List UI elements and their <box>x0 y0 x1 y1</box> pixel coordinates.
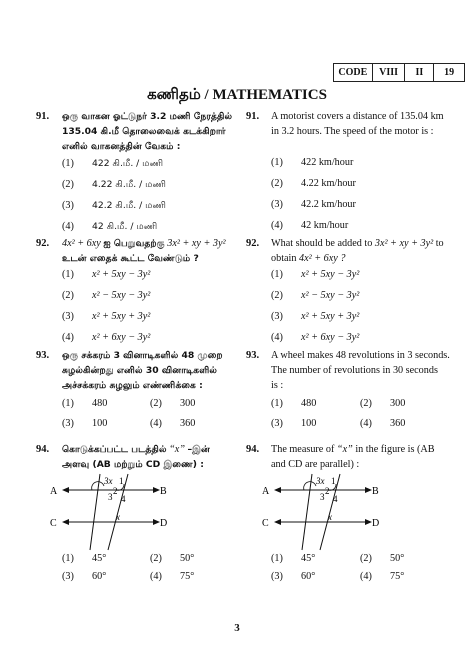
label-x: x <box>116 512 120 522</box>
option-1[interactable]: (1) 480 <box>271 398 317 409</box>
question-number: 94. <box>36 444 50 455</box>
option-2[interactable]: (2) 4.22 கி.மீ. / மணி <box>62 179 167 190</box>
page-number: 3 <box>234 622 240 634</box>
option-1[interactable]: (1) 45° <box>271 553 316 564</box>
question-text-line: அளவு (AB மற்றும் CD இணை) : <box>62 459 204 470</box>
code-box <box>333 63 465 82</box>
label-2: 2 <box>325 486 330 496</box>
code-label: CODE <box>334 64 373 81</box>
code-value-class: VIII <box>373 64 406 81</box>
label-3: 3 <box>320 492 325 502</box>
option-1[interactable]: (1) 422 கி.மீ. / மணி <box>62 158 164 169</box>
arrow-a-icon <box>274 487 281 493</box>
option-4[interactable]: (4) 42 கி.மீ. / மணி <box>62 221 158 232</box>
option-2[interactable]: (2) 50° <box>360 553 405 564</box>
label-2: 2 <box>113 486 118 496</box>
arrow-b-icon <box>153 487 160 493</box>
question-text-line: கொடுக்கப்பட்ட படத்தில் “x” –இன் <box>62 444 210 455</box>
question-text-line: in 3.2 hours. The speed of the motor is : <box>271 126 434 137</box>
question-number: 93. <box>246 350 260 361</box>
option-2[interactable]: (2) 4.22 km/hour <box>271 178 356 189</box>
label-a: A <box>262 486 270 497</box>
option-2[interactable]: (2) x² − 5xy − 3y² <box>62 290 151 301</box>
transversal-1 <box>302 474 312 550</box>
label-1: 1 <box>331 476 336 486</box>
question-text-line: 135.04 கி.மீ தொலைவைக் கடக்கிறார் <box>62 126 226 137</box>
option-3[interactable]: (3) x² + 5xy + 3y² <box>271 311 360 322</box>
option-2[interactable]: (2) 300 <box>360 398 406 409</box>
label-3x: 3x <box>316 476 325 486</box>
option-2[interactable]: (2) 300 <box>150 398 196 409</box>
arrow-d-icon <box>365 519 372 525</box>
option-4[interactable]: (4) x² + 6xy − 3y² <box>62 332 151 343</box>
page-title: கணிதம் / MATHEMATICS <box>147 87 327 103</box>
label-a: A <box>50 486 58 497</box>
option-3[interactable]: (3) 100 <box>62 418 108 429</box>
option-3[interactable]: (3) 100 <box>271 418 317 429</box>
option-2[interactable]: (2) 50° <box>150 553 195 564</box>
option-1[interactable]: (1) 480 <box>62 398 108 409</box>
question-text-line: The number of revolutions in 30 seconds <box>271 365 438 376</box>
label-4: 4 <box>333 494 338 504</box>
question-number: 94. <box>246 444 260 455</box>
question-text-line: எனில் வாகனத்தின் வேகம் : <box>62 141 181 152</box>
math-expression: 3x² + xy + 3y² <box>167 238 226 249</box>
question-text-line: obtain 4x² + 6xy ? <box>271 253 346 264</box>
option-2[interactable]: (2) x² − 5xy − 3y² <box>271 290 360 301</box>
question-text-line: A wheel makes 48 revolutions in 3 seconds. <box>271 350 450 361</box>
parallel-lines-figure <box>50 472 168 552</box>
arrow-d-icon <box>153 519 160 525</box>
question-text-line <box>62 237 226 252</box>
math-expression: 4x² + 6xy <box>62 238 101 249</box>
parallel-lines-figure <box>262 472 380 552</box>
question-number: 91. <box>246 111 260 122</box>
arrow-c-icon <box>62 519 69 525</box>
code-value-paper: II <box>405 64 434 81</box>
option-3[interactable]: (3) 60° <box>62 571 107 582</box>
option-1[interactable]: (1) 422 km/hour <box>271 157 354 168</box>
label-3: 3 <box>108 492 113 502</box>
label-d: D <box>160 518 168 529</box>
option-3[interactable]: (3) x² + 5xy + 3y² <box>62 311 151 322</box>
question-text-line: and CD are parallel) : <box>271 459 360 470</box>
arrow-b-icon <box>365 487 372 493</box>
question-text-line: A motorist covers a distance of 135.04 km <box>271 111 444 122</box>
question-text-line: சுழல்கின்றது எனில் 30 வினாடிகளில் <box>62 365 217 376</box>
option-3[interactable]: (3) 42.2 km/hour <box>271 199 356 210</box>
transversal-1 <box>90 474 100 550</box>
option-1[interactable]: (1) x² + 5xy − 3y² <box>271 269 360 280</box>
code-value-number: 19 <box>444 67 455 78</box>
label-x: x <box>328 512 332 522</box>
question-text-line: What should be added to 3x² + xy + 3y² to <box>271 238 444 249</box>
arrow-a-icon <box>62 487 69 493</box>
question-text-line: The measure of “x” in the figure is (AB <box>271 444 435 455</box>
label-b: B <box>160 486 167 497</box>
question-text-line: is : <box>271 380 284 391</box>
label-4: 4 <box>121 494 126 504</box>
option-3[interactable]: (3) 42.2 கி.மீ. / மணி <box>62 200 167 211</box>
question-number: 92. <box>36 238 50 249</box>
label-c: C <box>50 518 57 529</box>
question-number: 92. <box>246 238 260 249</box>
question-text: ஐ பெறுவதற்கு <box>103 238 165 249</box>
label-3x: 3x <box>104 476 113 486</box>
option-4[interactable]: (4) 42 km/hour <box>271 220 349 231</box>
question-text-line: அச்சக்கரம் சுழலும் எண்ணிக்கை : <box>62 380 203 391</box>
question-text-line: ஒரு சக்கரம் 3 வினாடிகளில் 48 முறை <box>62 350 223 361</box>
option-3[interactable]: (3) 60° <box>271 571 316 582</box>
question-number: 93. <box>36 350 50 361</box>
option-1[interactable]: (1) x² + 5xy − 3y² <box>62 269 151 280</box>
question-number: 91. <box>36 111 50 122</box>
option-4[interactable]: (4) 360 <box>360 418 406 429</box>
option-4[interactable]: (4) 75° <box>360 571 405 582</box>
question-text-line: உடன் எதைக் கூட்ட வேண்டும் ? <box>62 253 199 264</box>
label-1: 1 <box>119 476 124 486</box>
arrow-c-icon <box>274 519 281 525</box>
option-4[interactable]: (4) 360 <box>150 418 196 429</box>
question-text-line: ஒரு வாகன ஓட்டுநர் 3.2 மணி நேரத்தில் <box>62 111 233 122</box>
option-1[interactable]: (1) 45° <box>62 553 107 564</box>
label-b: B <box>372 486 379 497</box>
option-4[interactable]: (4) 75° <box>150 571 195 582</box>
label-c: C <box>262 518 269 529</box>
option-4[interactable]: (4) x² + 6xy − 3y² <box>271 332 360 343</box>
label-d: D <box>372 518 380 529</box>
